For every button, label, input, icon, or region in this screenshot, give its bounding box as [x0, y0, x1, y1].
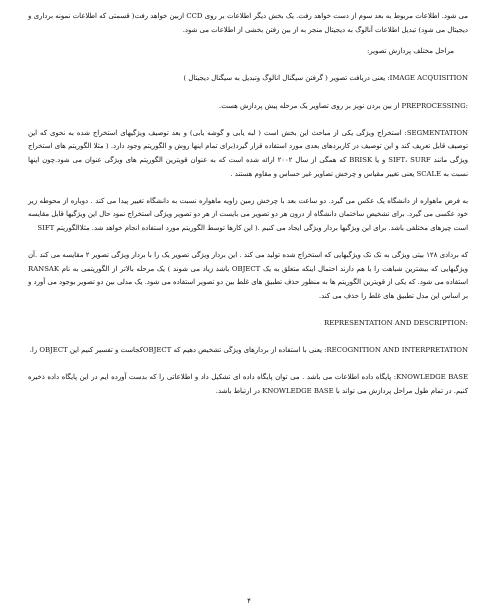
intro-paragraph: می شود. اطلاعات مربوط به بعد سوم از دست خواهد رفت. یک بخش دیگر اطلاعات بر روی CCD ازبین خواهد رفت( قسمتی که اطلاعات نمونه برداری و دیجیتال می شود) تبدیل اطلاعات آنالوگ به دیجیتال منجر به از بین رفتن بخشی از اطلاعات می شود.	[28, 12, 468, 34]
knowledge-base-paragraph: KNOWLEDGE BASE: پایگاه داده اطلاعات می باشد . می توان پایگاه داده ای تشکیل داد و اطلاعاتی را که بدست آورده ایم در این پایگاه داده ذخیره کنیم. در تمام طول مراحل پردازش می تواند با KNOWLEDGE BASE در ارتباط باشد.	[28, 373, 468, 396]
recognition-paragraph: RECOGNITION AND INTERPRETATION: یعنی با استفاده از بردارهای ویژگی تشخیص دهیم که OBJECTکجاست و تفسیر کنیم این OBJECT را.	[29, 346, 468, 355]
image-acquisition-paragraph: IMAGE ACQUISITION: یعنی دریافت تصویر ( گرفتن سیگنال انالوگ وتبدیل به سیگنال دیجیتال )	[183, 74, 468, 83]
feature-vector-paragraph: که بردادی ۱۲۸ بیتی ویژگی به تک تک ویژگیهایی که استخراج شده تولید می کند . این بردار ویژگی تصویر یک را با بردار ویژگی تصویر ۲ مقایسه می کند .آن ویژگیهایی که بیشترین شباهت را با هم دارند احتمال اینکه متعلق به یک OBJECT باشد زیاد می شوند ) یک مرحله بالاتر از الگوریتمی به نام RANSAK استفاده می شود. که یکی از قویترین الگوریتم ها به منظور حذف تطبیق های غلط بین دو تصویر استفاده می شود. یک مدلی بین دو تصویر بوجود می آورد و بر اساس این مدل تطبیق های غلط را حذف می کند.	[28, 251, 468, 300]
preprocessing-paragraph: :PREPROCESSING از بین بردن نویز بر روی تصاویر یک مرحله پیش پردازش هست.	[219, 101, 468, 110]
stages-heading: مراحل مختلف پردازش تصویر:	[366, 47, 454, 56]
segmentation-paragraph: SEGMENTATION: استخراج ویژگی یکی از مباحث این بخش است ( لبه یابی و گوشه یابی) و بعد توصیف ویژگیهای استخراج شده به نحوی که این توصیف قابل تعریف کند و این توصیف در کاربردهای بعدی مورد استفاده قرار گیرد(برای تمام اینها روش و الگوریتم وجود دارد. ( مثلا الگوریتم های استخراج ویژگی مانند SIFT، SURF و یا BRISK که همگی از سال ۲۰۰۲ ارائه شده است که به عنوان قویترین الگوریتم های ویژگی عنوان می شود.چون اینها نسبت به SCALE یعنی تغییر مقیاس و چرخش تصاویر غیر حساس و مقاوم هستند .	[28, 128, 469, 178]
representation-heading: :REPRESENTATION AND DESCRIPTION	[324, 319, 468, 328]
page-number: ۴	[247, 597, 251, 605]
satellite-example-paragraph: به فرض ماهواره از دانشگاه یک عکس می گیرد. دو ساعت بعد با چرخش زمین زاویه ماهواره نسبت به دانشگاه تغییر پیدا می کند . دوباره از محوطه زیر خود عکسی می گیرد. برای تشخیص ساختمان دانشگاه از درون هر دو تصویر می بایست از هر دو تصویر ویژگی استخراج نمود حال این ویژگیها قابل مقایسه است چیزهای مختلفی باشد. برای این ویژگیها بردار ویژگی ایجاد می کنیم .( این کارها توسط الگوریتم مورد استفاده انجام خواهد شد. مثلاالگوریتم SIFT	[28, 196, 468, 232]
page-body	[28, 10, 468, 399]
